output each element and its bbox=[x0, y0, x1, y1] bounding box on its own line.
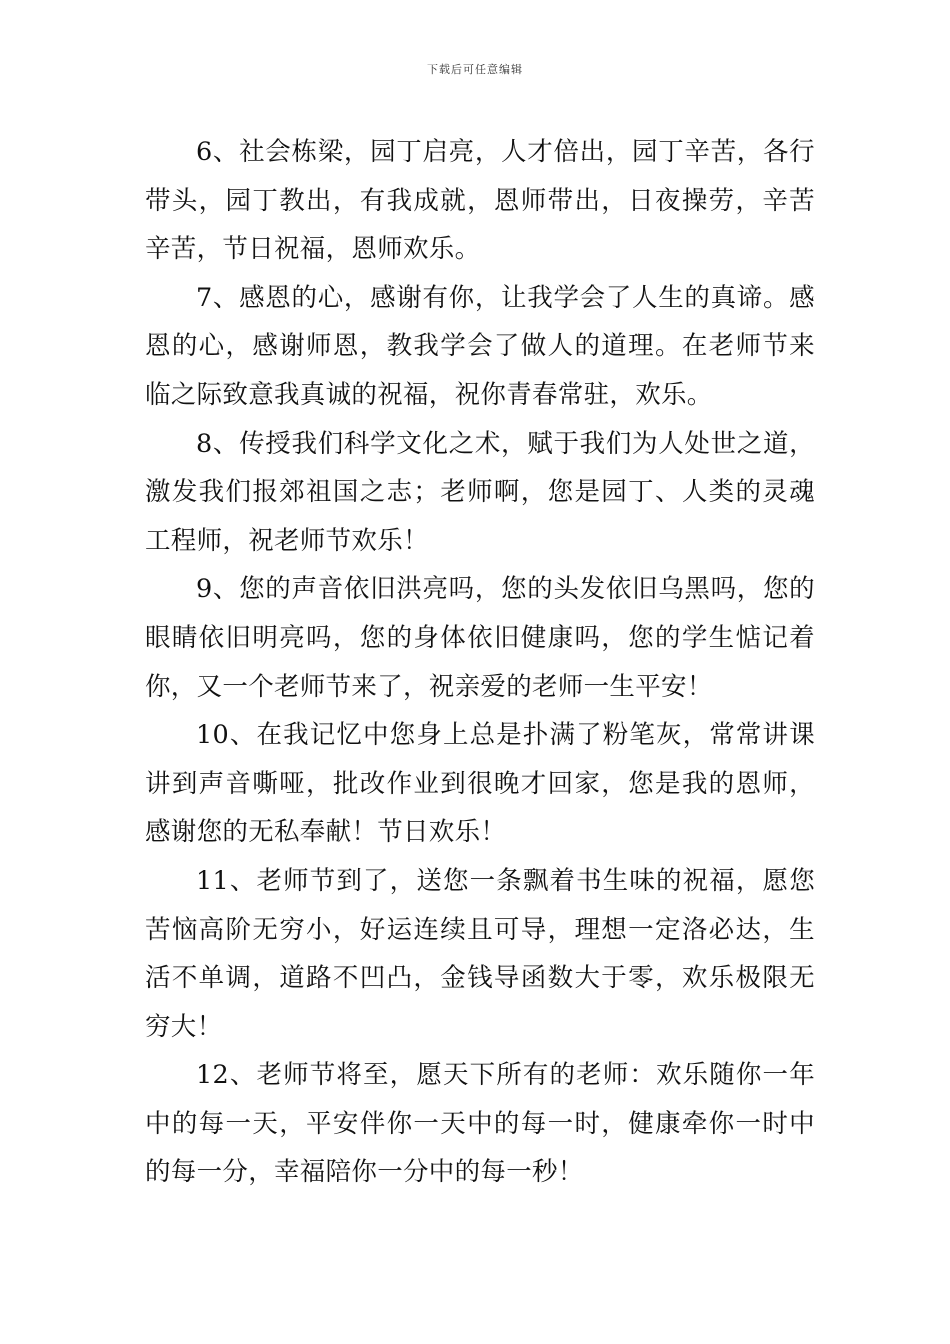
paragraph-6: 6、社会栋梁，园丁启亮，人才倍出，园丁辛苦，各行带头，园丁教出，有我成就，恩师带出，日夜操劳，辛苦辛苦，节日祝福，恩师欢乐。 bbox=[145, 137, 815, 265]
paragraph-9: 9、您的声音依旧洪亮吗，您的头发依旧乌黑吗，您的眼睛依旧明亮吗，您的身体依旧健康吗，您的学生惦记着你，又一个老师节来了，祝亲爱的老师一生平安！ bbox=[145, 574, 815, 702]
paragraph-11: 11、老师节到了，送您一条飘着书生味的祝福，愿您苦恼高阶无穷小，好运连续且可导，理想一定洛必达，生活不单调，道路不凹凸，金钱导函数大于零，欢乐极限无穷大！ bbox=[145, 865, 815, 1042]
paragraph-7: 7、感恩的心，感谢有你，让我学会了人生的真谛。感恩的心，感谢师恩，教我学会了做人的道理。在老师节来临之际致意我真诚的祝福，祝你青春常驻，欢乐。 bbox=[145, 282, 815, 410]
document-body bbox=[145, 128, 815, 1197]
paragraph-12: 12、老师节将至，愿天下所有的老师：欢乐随你一年中的每一天，平安伴你一天中的每一时，健康牵你一时中的每一分，幸福陪你一分中的每一秒！ bbox=[145, 1060, 815, 1188]
page-header: 下载后可任意编辑 bbox=[427, 63, 523, 76]
paragraph-10: 10、在我记忆中您身上总是扑满了粉笔灰，常常讲课讲到声音嘶哑，批改作业到很晚才回家，您是我的恩师，感谢您的无私奉献！节日欢乐！ bbox=[145, 720, 815, 848]
paragraph-8: 8、传授我们科学文化之术，赋于我们为人处世之道，激发我们报郊祖国之志；老师啊，您是园丁、人类的灵魂工程师，祝老师节欢乐！ bbox=[145, 428, 815, 556]
